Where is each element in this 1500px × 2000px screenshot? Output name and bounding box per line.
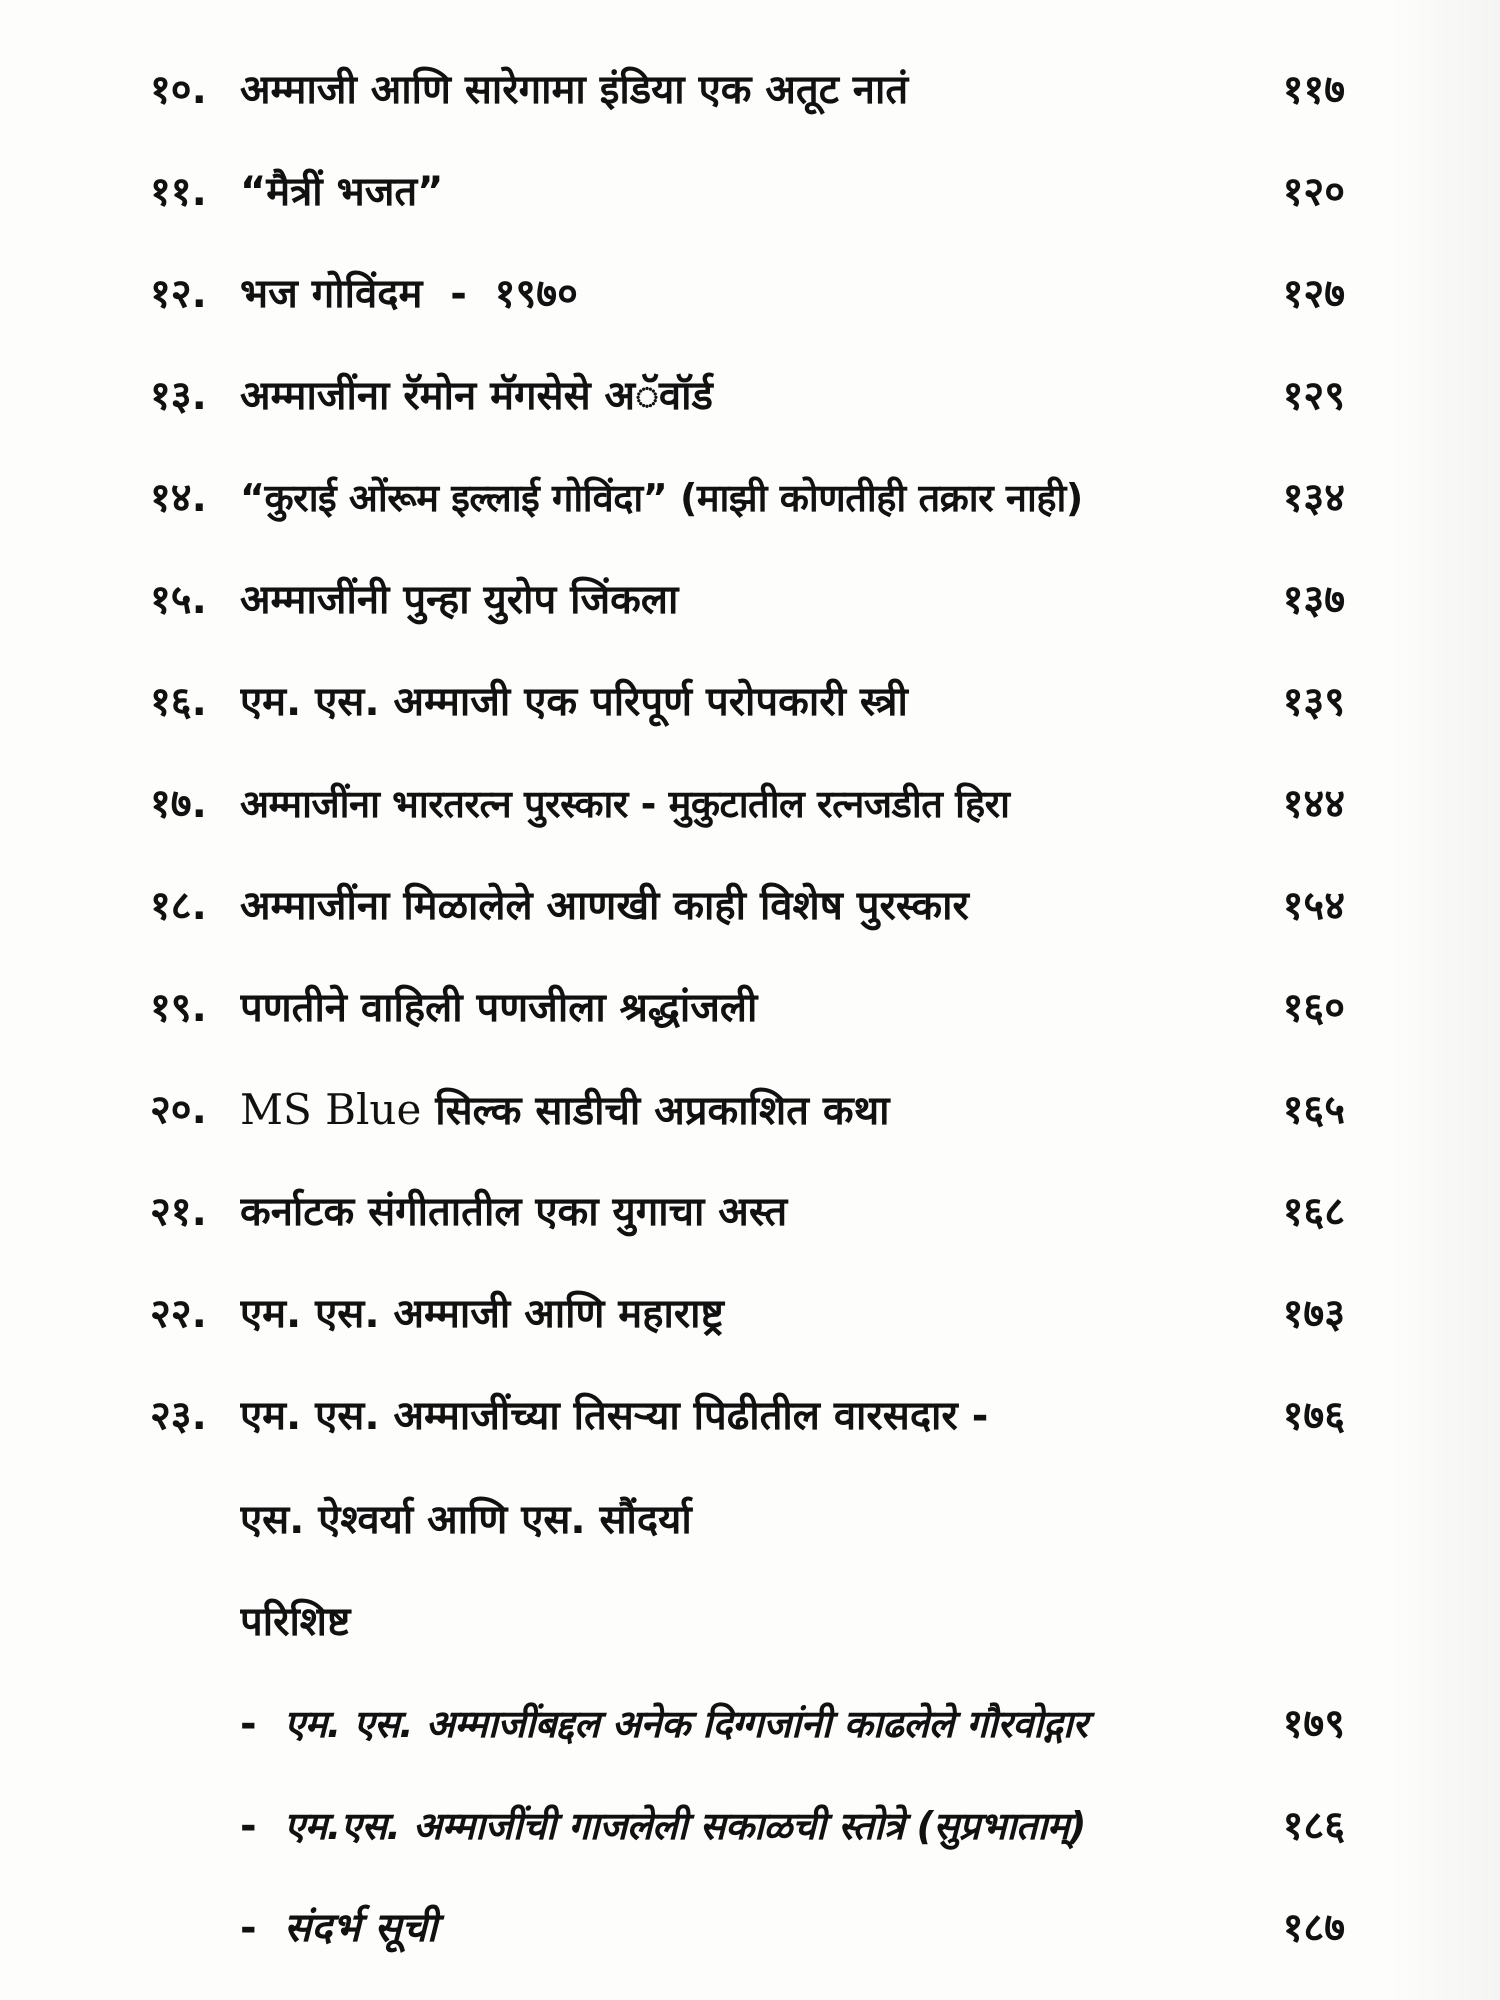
page-number: १७३ <box>1282 1291 1345 1337</box>
chapter-number: १६. <box>150 679 207 725</box>
entry-dash: - <box>240 1803 257 1849</box>
page-number: १३४ <box>1282 475 1345 521</box>
appendix-title: परिशिष्ट <box>240 1599 351 1645</box>
chapter-number: २३. <box>150 1393 207 1439</box>
chapter-number: १७. <box>150 781 207 827</box>
appendix-entry <box>240 1796 1345 1856</box>
chapter-title: कर्नाटक संगीतातील एका युगाचा अस्त <box>240 1189 788 1235</box>
toc-entry <box>150 60 1345 120</box>
page-number: १३७ <box>1282 577 1345 623</box>
appendix-entry <box>240 1694 1345 1754</box>
chapter-number: ११. <box>150 169 207 215</box>
chapter-title: अम्माजींनी पुन्हा युरोप जिंकला <box>240 577 679 623</box>
page-number: १२० <box>1282 169 1345 215</box>
entry-dash: - <box>240 1905 257 1951</box>
entry-dash: - <box>240 1701 257 1747</box>
chapter-title: एम. एस. अम्माजी आणि महाराष्ट्र <box>240 1291 724 1337</box>
appendix-entry-title: संदर्भ सूची <box>284 1905 438 1951</box>
page-number: १४४ <box>1282 781 1345 827</box>
chapter-number: १८. <box>150 883 207 929</box>
toc-entry <box>150 1182 1345 1242</box>
toc-entry <box>150 774 1345 834</box>
chapter-title: “कुराई ओंरूम इल्लाई गोविंदा” (माझी कोणतीही तक्रार नाही) <box>240 476 1083 520</box>
toc-entry <box>150 1080 1345 1140</box>
chapter-number: १५. <box>150 577 207 623</box>
chapter-title: एम. एस. अम्माजींच्या तिसऱ्या पिढीतील वारसदार - <box>240 1393 989 1439</box>
toc-entry <box>150 570 1345 630</box>
chapter-title: अम्माजींना रॅमोन मॅगसेसे अॅवॉर्ड <box>240 373 713 419</box>
appendix-entry-title: एम. एस. अम्माजींबद्दल अनेक दिग्गजांनी काढलेले गौरवोद्गार <box>284 1702 1088 1746</box>
toc-entry-continuation <box>240 1490 1240 1550</box>
chapter-title: अम्माजी आणि सारेगामा इंडिया एक अतूट नातं <box>240 67 909 113</box>
appendix-entry <box>240 1898 1345 1958</box>
page-number: १७९ <box>1282 1701 1345 1747</box>
toc-entry <box>150 672 1345 732</box>
page-number: ११७ <box>1282 67 1345 113</box>
toc-entry <box>150 1284 1345 1344</box>
toc-entry <box>150 876 1345 936</box>
chapter-title: “मैत्रीं भजत” <box>240 169 444 215</box>
chapter-title-rest: सिल्क साडीची अप्रकाशित कथा <box>421 1087 890 1134</box>
chapter-title: भज गोविंदम - १९७० <box>240 271 578 317</box>
toc-entry <box>150 468 1345 528</box>
toc-entry <box>150 162 1345 222</box>
chapter-title: अम्माजींना भारतरत्न पुरस्कार - मुकुटातील रत्नजडीत हिरा <box>240 782 1010 826</box>
chapter-number: १३. <box>150 373 207 419</box>
chapter-number: २२. <box>150 1291 207 1337</box>
chapter-title <box>240 1080 1257 1141</box>
page-number: १६५ <box>1282 1087 1345 1133</box>
appendix-entry-title: एम.एस. अम्माजींची गाजलेली सकाळची स्तोत्रे (सुप्रभाताम्) <box>284 1804 1086 1848</box>
page-number: १८६ <box>1282 1803 1345 1849</box>
page-number: १७६ <box>1282 1393 1345 1439</box>
appendix-heading <box>240 1592 740 1652</box>
chapter-title-continuation: एस. ऐश्वर्या आणि एस. सौंदर्या <box>240 1497 692 1543</box>
toc-entry <box>150 1386 1345 1446</box>
chapter-title-latin: MS Blue <box>240 1084 422 1134</box>
toc-entry <box>150 264 1345 324</box>
chapter-title: अम्माजींना मिळालेले आणखी काही विशेष पुरस्कार <box>240 883 969 929</box>
chapter-number: १२. <box>150 271 207 317</box>
chapter-number: १०. <box>150 67 207 113</box>
page-number: १३९ <box>1282 679 1345 725</box>
page-edge-shading <box>1390 0 1500 2000</box>
chapter-number: २१. <box>150 1189 207 1235</box>
toc-entry <box>150 366 1345 426</box>
chapter-number: १४. <box>150 475 207 521</box>
page-number: १६० <box>1282 985 1345 1031</box>
page-number: १२७ <box>1282 271 1345 317</box>
page-number: १५४ <box>1282 883 1345 929</box>
chapter-title: एम. एस. अम्माजी एक परिपूर्ण परोपकारी स्त्री <box>240 679 908 725</box>
chapter-title: पणतीने वाहिली पणजीला श्रद्धांजली <box>240 985 758 1031</box>
chapter-number: १९. <box>150 985 207 1031</box>
toc-entry <box>150 978 1345 1038</box>
chapter-number: २०. <box>150 1087 207 1133</box>
page-number: १६८ <box>1282 1189 1345 1235</box>
page-number: १८७ <box>1282 1905 1345 1951</box>
page-number: १२९ <box>1282 373 1345 419</box>
